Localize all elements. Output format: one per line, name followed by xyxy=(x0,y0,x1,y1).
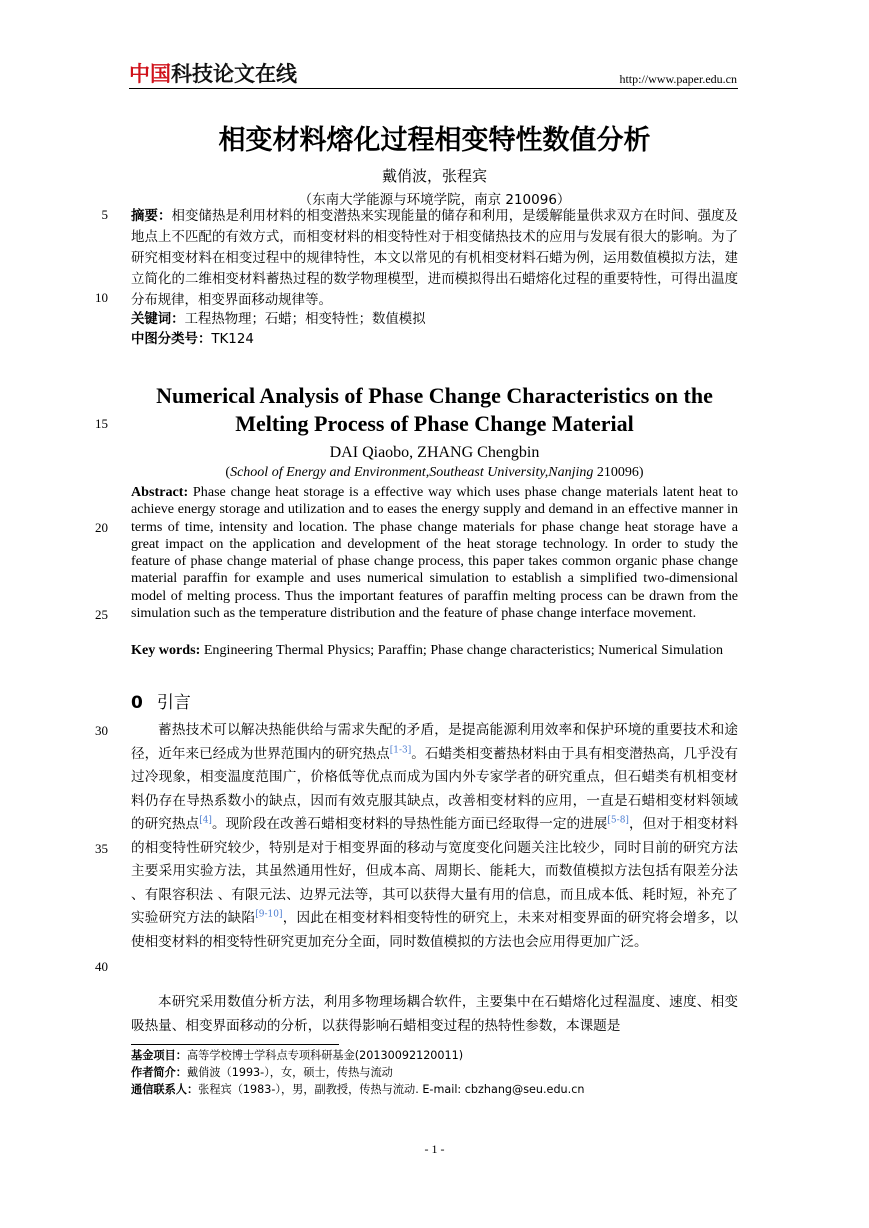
line-number: 20 xyxy=(95,520,108,535)
abstract-en-text: Phase change heat storage is a effective way which uses phase change materials latent heat to achieve energy storage and utilization and to eases the energy supply and demand in an effective manner in terms of time, intensity and location. The phase change materials for phase change heat storage have a great impact on the application and development of the heat storage technology. In order to study the feature of phase change material of phase change process, this paper takes common organic phase change material paraffin for example and uses numerical simulation to establish a simplified two-dimensional model of melting process. Thus the important features of paraffin melting process can be drawn from the simulation such as the temperature distribution and the feature of phase change interface movement. xyxy=(131,484,738,622)
keywords-cn xyxy=(131,309,738,330)
footnote-contact: 通信联系人：张程宾（1983-），男，副教授，传热与流动. E-mail: cbzhang@seu.edu.cn xyxy=(131,1083,585,1096)
classification-cn xyxy=(131,329,738,350)
abstract-cn-label: 摘要： xyxy=(131,209,172,224)
classification-label: 中图分类号： xyxy=(131,332,212,347)
site-logo: 中国科技论文在线 xyxy=(129,62,297,86)
footnote-divider xyxy=(131,1044,339,1045)
line-number: 40 xyxy=(95,959,108,974)
citation-link[interactable]: [9-10] xyxy=(255,909,283,920)
abstract-en-label: Abstract: xyxy=(131,484,189,500)
authors-en: DAI Qiaobo, ZHANG Chengbin xyxy=(329,444,540,461)
line-number: 25 xyxy=(95,607,108,622)
abstract-cn-text: 相变储热是利用材料的相变潜热来实现能量的储存和利用，是缓解能量供求双方在时间、强度及地点上不匹配的有效方式，而相变材料的相变特性对于相变储热技术的应用与发展有很大的影响。为了研究相变材料在相变过程中的规律特性，本文以常见的有机相变材料石蜡为例，运用数值模拟方法，建立简化的二维相变材料蓄热过程的数学物理模型，进而模拟得出石蜡熔化过程的重要特性，可得出温度分布规律，相变界面移动规律等。 xyxy=(131,209,739,308)
paper-title-en xyxy=(0,382,869,438)
section-number: 0 xyxy=(131,693,143,713)
footnote-author: 作者简介：戴俏波（1993-），女，硕士，传热与流动 xyxy=(131,1066,393,1079)
section-heading xyxy=(131,688,191,713)
paper-title-cn: 相变材料熔化过程相变特性数值分析 xyxy=(218,125,651,156)
section-title: 引言 xyxy=(156,693,191,713)
line-number: 35 xyxy=(95,841,108,856)
citation-link[interactable]: [1-3] xyxy=(389,744,412,755)
body-paragraph-2: 本研究采用数值分析方法，利用多物理场耦合软件，主要集中在石蜡熔化过程温度、速度、相变吸热量、相变界面移动的分析，以获得影响石蜡相变过程的热特性参数，本课题是 xyxy=(131,994,738,1034)
affiliation-cn: （东南大学能源与环境学院，南京 210096） xyxy=(298,192,571,208)
line-number: 30 xyxy=(95,723,108,738)
header-divider xyxy=(129,88,738,89)
keywords-cn-label: 关键词： xyxy=(131,312,185,327)
abstract-cn xyxy=(131,206,738,311)
line-number: 15 xyxy=(95,416,108,431)
body-paragraph-1: 蓄热技术可以解决热能供给与需求失配的矛盾，是提高能源利用效率和保护环境的重要技术和途径，近年来已经成为世界范围内的研究热点[1-3]。石蜡类相变蓄热材料由于具有相变潜热高，几乎没有过冷现象，相变温度范围广，价格低等优点而成为国内外专家学者的研究重点，但石蜡类有机相变材料仍存在导热系数小的缺点，因而有效克服其缺点，改善相变材料的应用，一直是石蜡相变材料领域的研究热点[4]。现阶段在改善石蜡相变材料的导热性能方面已经取得一定的进展[5-8]，但对于相变材料的相变特性研究较少，特别是对于相变界面的移动与宽度变化问题关注比较少，同时目前的研究方法主要采用实验方法，其虽然通用性好，但成本高、周期长、能耗大，而数值模拟方法包括有限差分法 、有限容积法 、有限元法、边界元法等，其可以获得大量有用的信息，而且成本低、耗时短，补充了实验研究方法的缺陷[9-10]，因此在相变材料相变特性的研究上，未来对相变界面的研究将会增多，以使相变材料的相变特性研究更加充分全面，同时数值模拟的方法也会应用得更加广泛。 xyxy=(131,722,739,950)
citation-link[interactable]: [4] xyxy=(199,815,212,826)
authors-cn: 戴俏波，张程宾 xyxy=(381,167,487,185)
keywords-en-label: Key words: xyxy=(131,642,201,658)
classification-code: TK124 xyxy=(211,332,254,347)
line-number: 10 xyxy=(95,290,108,305)
page-number: - 1 - xyxy=(424,1142,445,1156)
footnote-fund: 基金项目：高等学校博士学科点专项科研基金(20130092120011) xyxy=(131,1049,464,1062)
line-number: 5 xyxy=(101,207,108,222)
citation-link[interactable]: [5-8] xyxy=(607,815,629,826)
paper-title-en-line1: Numerical Analysis of Phase Change Characteristics on the xyxy=(156,383,713,408)
affiliation-en: (School of Energy and Environment,Southeast University,Nanjing 210096) xyxy=(225,465,644,480)
site-url[interactable]: http://www.paper.edu.cn xyxy=(619,72,737,86)
keywords-cn-text: 工程热物理；石蜡；相变特性；数值模拟 xyxy=(184,312,426,327)
keywords-en-text: Engineering Thermal Physics; Paraffin; Phase change characteristics; Numerical Simulation xyxy=(200,642,724,658)
keywords-en xyxy=(131,642,738,659)
abstract-en xyxy=(131,484,738,622)
paper-title-en-line2: Melting Process of Phase Change Material xyxy=(235,411,634,436)
